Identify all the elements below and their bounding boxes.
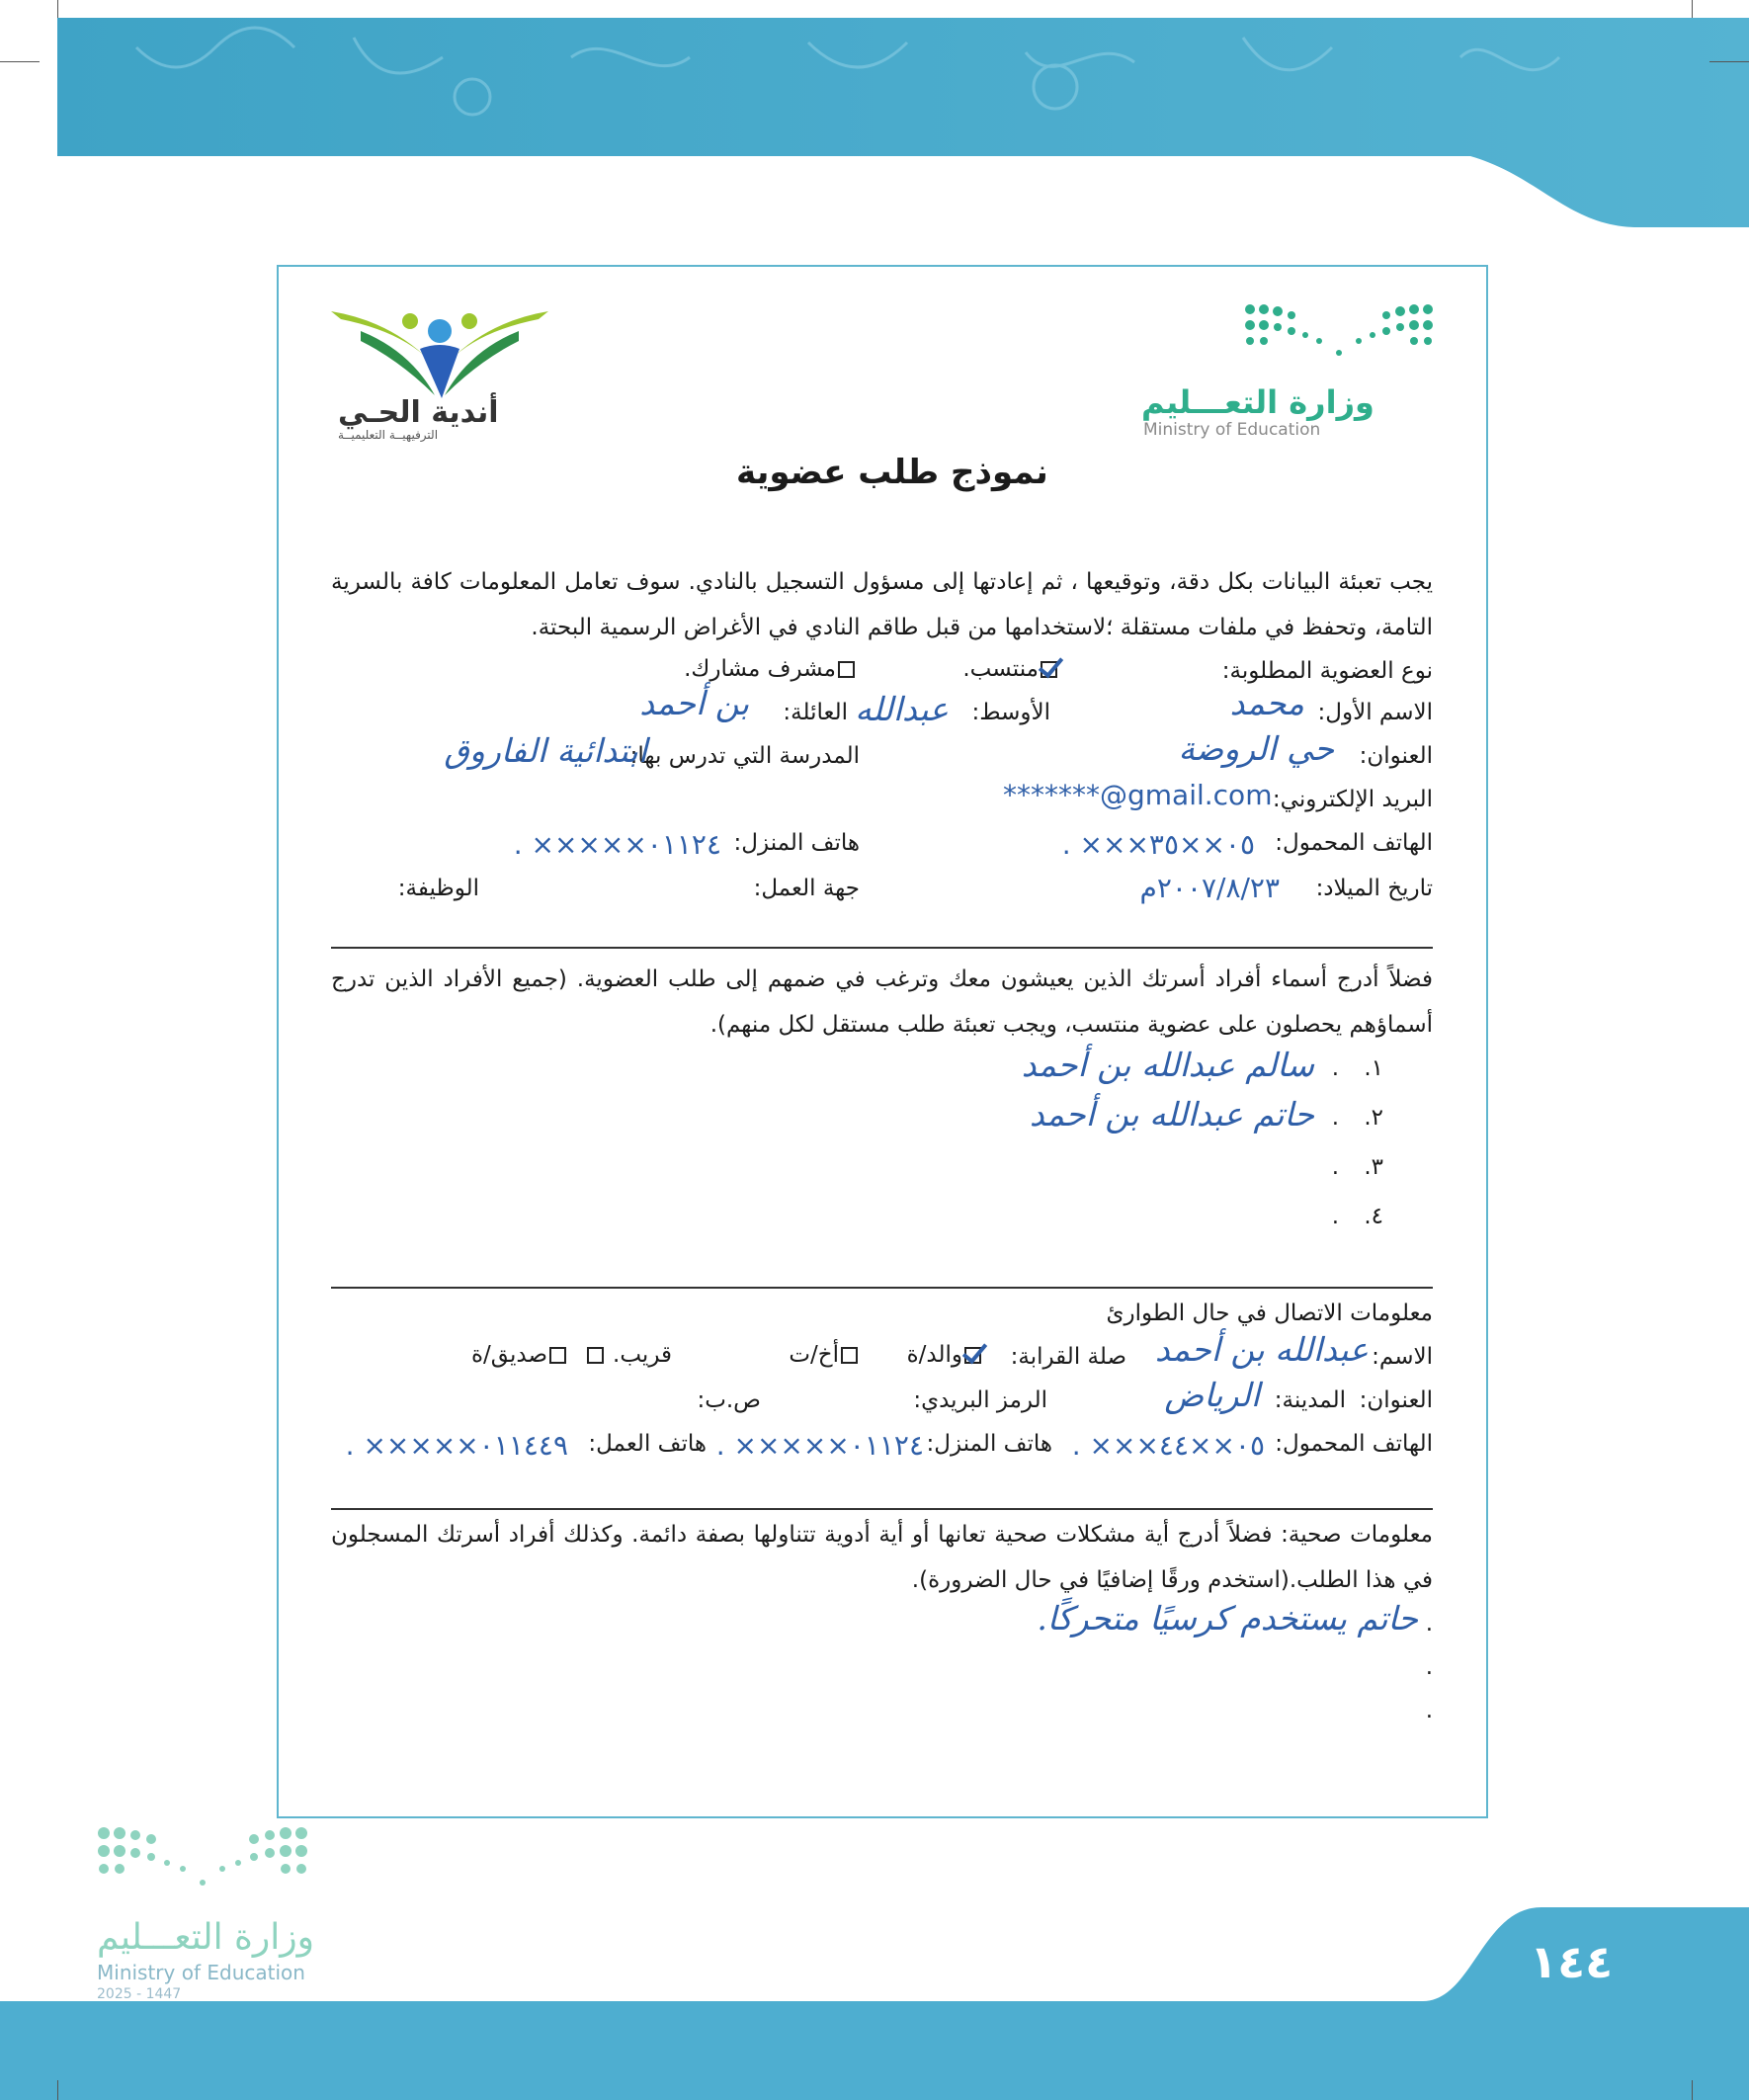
school-label: المدرسة التي تدرس بها: [629, 743, 860, 769]
birth-date-label: تاريخ الميلاد: [1315, 876, 1433, 901]
postal-code-label: الرمز البريدي: [913, 1387, 1047, 1413]
relation-parent-label: والد/ة [906, 1342, 962, 1368]
family-item-dot: . [1331, 1204, 1339, 1229]
family-item-value[interactable]: حاتم عبدالله بن أحمد [1029, 1095, 1314, 1134]
home-phone-value[interactable]: ٠١١٢٤××××× . [513, 828, 721, 861]
relation-sibling-option[interactable] [789, 1344, 860, 1367]
family-intro-paragraph: فضلاً أدرج أسماء أفراد أسرتك الذين يعيشون معك وترغب في ضمهم إلى طلب العضوية. (جميع الأفراد الذين تدرج أسماؤهم يحصلون على عضوية منتسب، ويجب تعبئة طلب مستقل لكل منهم). [331, 966, 1433, 1038]
job-label: الوظيفة: [397, 876, 479, 901]
middle-name-label: الأوسط: [971, 700, 1050, 725]
relation-parent-option[interactable] [907, 1344, 983, 1367]
city-value[interactable]: الرياض [1164, 1376, 1260, 1414]
crop-mark [1709, 61, 1749, 62]
member-checkbox[interactable] [1041, 661, 1057, 678]
health-line-dot: . [1425, 1611, 1433, 1637]
crop-mark [57, 2080, 58, 2100]
neighborhood-clubs-logo-icon [331, 301, 548, 400]
po-box-label: ص.ب: [697, 1387, 761, 1413]
health-line-dot: . [1425, 1698, 1433, 1723]
footer-year: 2025 - 1447 [97, 1986, 182, 2002]
footer-ministry-name-ar: وزارة التعـــليم [97, 1917, 315, 1958]
family-item-dot: . [1331, 1154, 1339, 1180]
relation-label: صلة القرابة: [1010, 1344, 1126, 1370]
address-label: العنوان: [1359, 743, 1433, 769]
option-supervisor[interactable] [684, 658, 857, 681]
email-value[interactable]: *******@gmail.com [1003, 779, 1273, 811]
relation-friend-option[interactable] [471, 1344, 568, 1367]
mobile-label: الهاتف المحمول: [1275, 830, 1433, 856]
crop-mark [1692, 2080, 1693, 2100]
emergency-name-label: الاسم: [1372, 1344, 1433, 1370]
option-supervisor-label: مشرف مشارك. [684, 656, 836, 682]
form-title: نموذج طلب عضوية [736, 453, 1048, 492]
option-member[interactable] [962, 658, 1059, 681]
ministry-name-en: Ministry of Education [1143, 420, 1321, 440]
family-item-number: ١. [1364, 1055, 1383, 1081]
health-intro-paragraph: معلومات صحية: فضلاً أدرج أية مشكلات صحية تعانها أو أية أدوية تتناولها بصفة دائمة. وكذلك أفراد أسرتك المسجلون في هذا الطلب.(استخدم ورقًا إضافيًا في حال الضرورة). [331, 1522, 1433, 1593]
membership-type-label: نوع العضوية المطلوبة: [1221, 658, 1433, 684]
sibling-checkbox[interactable] [841, 1347, 858, 1364]
bottom-decorative-band [0, 1907, 1749, 2100]
city-label: المدينة: [1274, 1387, 1346, 1413]
clubs-logo-text: أندية الحـي [338, 395, 499, 430]
home-phone-label: هاتف المنزل: [733, 830, 860, 856]
footer-ministry-dots-logo-icon [94, 1823, 311, 1892]
ministry-name-ar: وزارة التعـــليم [1141, 383, 1374, 421]
relation-relative-label: قريب. [613, 1342, 672, 1368]
form-intro-paragraph: يجب تعبئة البيانات بكل دقة، وتوقيعها ، ثم إعادتها إلى مسؤول التسجيل بالنادي. سوف تعامل المعلومات كافة بالسرية التامة، وتحفظ في ملفات مستقلة ؛لاستخدامها من قبل طاقم النادي في الأغراض الرسمية البحتة. [331, 569, 1433, 640]
middle-name-value[interactable]: عبدالله [855, 690, 949, 728]
email-label: البريد الإلكتروني: [1272, 787, 1433, 812]
emergency-title: معلومات الاتصال في حال الطوارئ [1106, 1301, 1433, 1326]
emergency-home-value[interactable]: ٠١١٢٤××××× . [715, 1429, 924, 1462]
crop-mark [0, 61, 40, 62]
family-name-label: العائلة: [783, 700, 848, 725]
mobile-value[interactable]: ٠٥××٣٥××× . [1061, 828, 1255, 861]
school-value[interactable]: ابتدائية الفاروق [444, 731, 647, 770]
family-item-dot: . [1331, 1055, 1339, 1081]
family-item-number: ٤. [1364, 1204, 1383, 1229]
health-line-value[interactable]: حاتم يستخدم كرسيًا متحركًا. [1037, 1599, 1418, 1638]
option-member-label: منتسب. [962, 656, 1039, 682]
family-item-number: ٣. [1364, 1154, 1383, 1180]
relative-checkbox[interactable] [587, 1347, 604, 1364]
emergency-mobile-label: الهاتف المحمول: [1275, 1431, 1433, 1457]
relation-friend-label: صديق/ة [471, 1342, 547, 1368]
family-name-value[interactable]: بن أحمد [639, 684, 749, 722]
section-divider [331, 1287, 1433, 1289]
emergency-name-value[interactable]: عبدالله بن أحمد [1154, 1330, 1369, 1369]
birth-date-value[interactable]: ٢٠٠٧/٨/٢٣م [1139, 872, 1280, 904]
emergency-home-label: هاتف المنزل: [926, 1431, 1052, 1457]
relation-sibling-label: أخ/ت [789, 1342, 839, 1368]
family-item-value[interactable]: سالم عبدالله بن أحمد [1021, 1046, 1314, 1084]
footer-ministry-name-en: Ministry of Education [97, 1961, 305, 1984]
parent-checkbox[interactable] [964, 1347, 981, 1364]
section-divider [331, 947, 1433, 949]
first-name-label: الاسم الأول: [1317, 700, 1433, 725]
top-decorative-band [57, 18, 1749, 227]
ministry-dots-logo-icon [1240, 301, 1438, 361]
clubs-logo-subtext: الترفيهيــة التعليميــة [338, 428, 439, 442]
health-line-dot: . [1425, 1654, 1433, 1680]
emergency-work-label: هاتف العمل: [588, 1431, 707, 1457]
relation-relative-option[interactable] [585, 1344, 672, 1367]
emergency-work-value[interactable]: ٠١١٤٤٩××××× . [345, 1429, 568, 1462]
first-name-value[interactable]: محمد [1229, 684, 1304, 722]
page-number: ١٤٤ [1530, 1935, 1614, 1988]
family-item-dot: . [1331, 1105, 1339, 1131]
supervisor-checkbox[interactable] [838, 661, 855, 678]
section-divider [331, 1508, 1433, 1510]
crop-mark [1692, 0, 1693, 18]
crop-mark [57, 0, 58, 18]
emergency-mobile-value[interactable]: ٠٥××٤٤××× . [1071, 1429, 1265, 1462]
address-value[interactable]: حي الروضة [1178, 729, 1334, 768]
family-item-number: ٢. [1364, 1105, 1383, 1131]
friend-checkbox[interactable] [549, 1347, 566, 1364]
emergency-address-label: العنوان: [1359, 1387, 1433, 1413]
work-place-label: جهة العمل: [753, 876, 860, 901]
